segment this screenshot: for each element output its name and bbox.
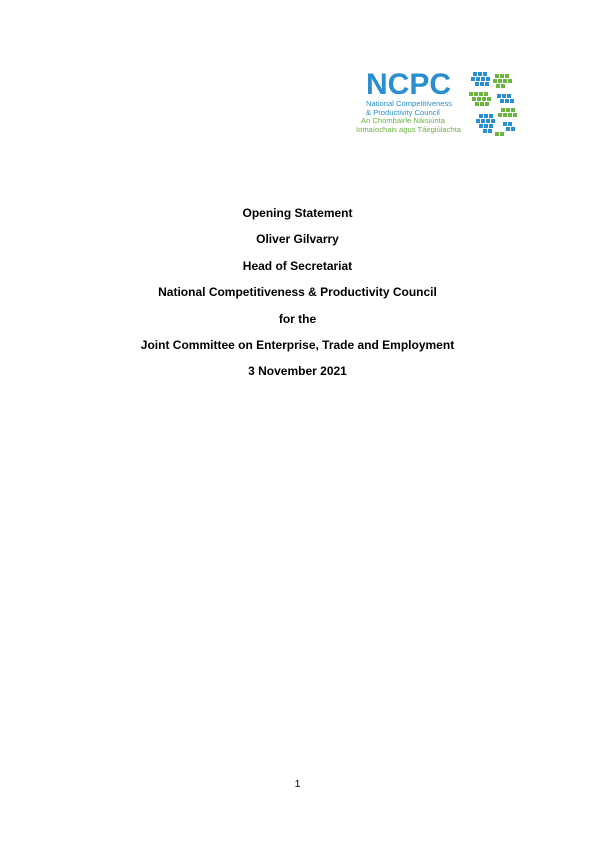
- statement-date: 3 November 2021: [248, 364, 347, 379]
- logo-name-ga-line1: An Chomhairle Náisiúnta: [361, 116, 445, 126]
- committee-name: Joint Committee on Enterprise, Trade and Employment: [140, 338, 455, 353]
- page-number: 1: [294, 778, 301, 790]
- organisation-name: National Competitiveness & Productivity Council: [158, 285, 437, 300]
- logo-pattern-icon: [467, 70, 523, 142]
- ncpc-logo: [356, 70, 526, 146]
- speaker-name: Oliver Gilvarry: [256, 232, 339, 247]
- logo-name-ga-line2: Iomaíochais agus Táirgiúlachta: [356, 124, 461, 134]
- logo-name-en-line1: National Competitiveness: [366, 99, 453, 108]
- logo-acronym: NCPC: [366, 68, 452, 101]
- statement-block: [0, 200, 595, 385]
- logo-name-en-line2: & Productivity Council: [366, 107, 440, 117]
- logo-wordmark: [356, 70, 466, 134]
- connector-text: for the: [278, 311, 317, 326]
- speaker-role: Head of Secretariat: [242, 258, 353, 273]
- statement-title: Opening Statement: [242, 206, 353, 220]
